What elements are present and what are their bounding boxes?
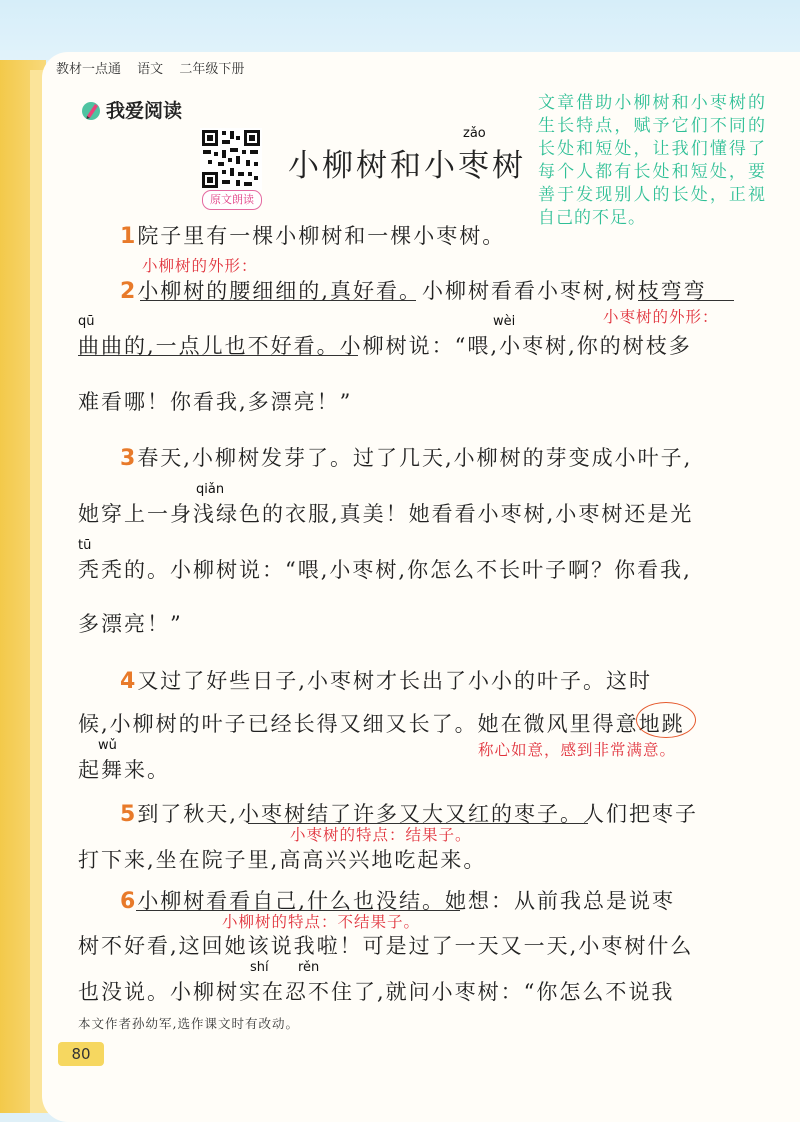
footnote: 本文作者孙幼军,选作课文时有改动。 — [78, 1016, 299, 1031]
paragraph-3-line-4: 多漂亮！” — [78, 612, 183, 636]
paragraph-3-line-3: 秃秃的。小柳树说：“喂,小枣树,你怎么不长叶子啊？你看我, — [78, 558, 692, 582]
paragraph-text: 又过了好些日子,小枣树才长出了小小的叶子。这时 — [137, 669, 652, 693]
annotation-jujube-shape: 小枣树的外形： — [603, 308, 719, 326]
annotation-jujube-feature: 小枣树的特点：结果子。 — [290, 826, 472, 844]
paragraph-3-line-2: 她穿上一身浅绿色的衣服,真美！她看看小枣树,小枣树还是光 — [78, 502, 694, 526]
pinyin: wèi — [493, 314, 516, 329]
paragraph-text: 院子里有一棵小柳树和一棵小枣树。 — [137, 224, 506, 248]
annotation-deyi: 称心如意，感到非常满意。 — [478, 741, 677, 759]
paragraph-number: 6 — [120, 889, 138, 914]
paragraph-2-line-3: 难看哪！你看我,多漂亮！” — [78, 390, 353, 414]
paragraph-2-line-2: 曲曲的,一点儿也不好看。小柳树说：“喂,小枣树,你的树枝多 — [78, 334, 692, 358]
annotation-willow-feature: 小柳树的特点：不结果子。 — [222, 913, 421, 931]
header-grade: 二年级下册 — [179, 62, 245, 77]
pinyin: qiǎn — [196, 482, 225, 497]
word-circle — [636, 702, 696, 738]
paragraph-number: 4 — [120, 669, 138, 694]
paragraph-1 — [120, 220, 505, 250]
paragraph-number: 3 — [120, 446, 138, 471]
section-label: 我爱阅读 — [106, 100, 183, 122]
paragraph-text: 小柳树的腰细细的,真好看。小柳树看看小枣树,树枝弯弯 — [137, 279, 707, 303]
pinyin: qū — [78, 314, 95, 329]
header-subject: 语文 — [137, 62, 164, 77]
underline — [638, 300, 734, 301]
pinyin: shí — [250, 960, 269, 975]
paragraph-4-line-3: 起舞来。 — [78, 758, 170, 782]
running-header — [56, 58, 256, 77]
pinyin: wǔ — [98, 738, 117, 753]
paragraph-3-line-1 — [120, 442, 692, 472]
paragraph-number: 1 — [120, 224, 138, 249]
pinyin: tū — [78, 538, 92, 553]
paragraph-6-line-2: 树不好看,这回她该说我啦！可是过了一天又一天,小枣树什么 — [78, 934, 694, 958]
paragraph-text: 到了秋天,小枣树结了许多又大又红的枣子。人们把枣子 — [137, 802, 698, 826]
pencil-icon — [80, 99, 102, 121]
pinyin: rěn — [298, 960, 320, 975]
lesson-title: 小柳树和小枣树 — [288, 148, 526, 184]
qr-label: 原文朗读 — [202, 190, 262, 210]
side-note: 文章借助小柳树和小枣树的生长特点，赋予它们不同的长处和短处，让我们懂得了每个人都有长处和短处，要善于发现别人的长处，正视自己的不足。 — [538, 93, 766, 228]
page-number: 80 — [58, 1042, 104, 1066]
paragraph-4-line-1 — [120, 665, 652, 695]
paragraph-text: 小柳树看看自己,什么也没结。她想：从前我总是说枣 — [137, 889, 675, 913]
header-book: 教材一点通 — [56, 62, 122, 77]
underline — [78, 355, 358, 356]
paragraph-6-line-3: 也没说。小柳树实在忍不住了,就问小枣树：“你怎么不说我 — [78, 980, 675, 1004]
annotation-willow-shape: 小柳树的外形： — [142, 257, 258, 275]
paragraph-text: 春天,小柳树发芽了。过了几天,小柳树的芽变成小叶子, — [137, 446, 693, 470]
paragraph-number: 2 — [120, 279, 138, 304]
paragraph-5-line-2: 打下来,坐在院子里,高高兴兴地吃起来。 — [78, 848, 487, 872]
title-pinyin: zǎo — [463, 126, 486, 141]
paragraph-4-line-2: 候,小柳树的叶子已经长得又细又长了。她在微风里得意地跳 — [78, 712, 685, 736]
paragraph-number: 5 — [120, 802, 138, 827]
underline — [140, 300, 416, 301]
qr-code[interactable] — [200, 128, 262, 190]
section-heading — [80, 96, 182, 123]
